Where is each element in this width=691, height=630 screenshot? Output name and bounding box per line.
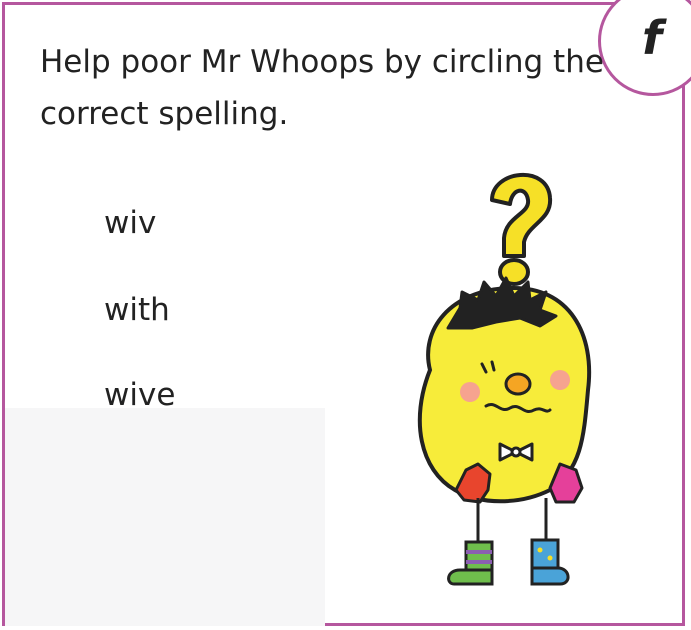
question-mark-icon (492, 175, 550, 284)
instruction-text: Help poor Mr Whoops by circling the correct spelling. (40, 44, 604, 132)
right-cheek (550, 370, 570, 390)
shaded-panel (5, 408, 325, 626)
spelling-option-wiv[interactable]: wiv (104, 205, 157, 241)
spelling-option-wive[interactable]: wive (104, 377, 176, 413)
hair (448, 278, 556, 328)
right-sock (532, 540, 568, 584)
corner-letter: f (641, 11, 662, 65)
nose (506, 374, 530, 394)
mr-whoops-illustration (400, 160, 600, 600)
left-cheek (460, 382, 480, 402)
spelling-option-with[interactable]: with (104, 292, 170, 328)
left-sock (449, 542, 492, 584)
